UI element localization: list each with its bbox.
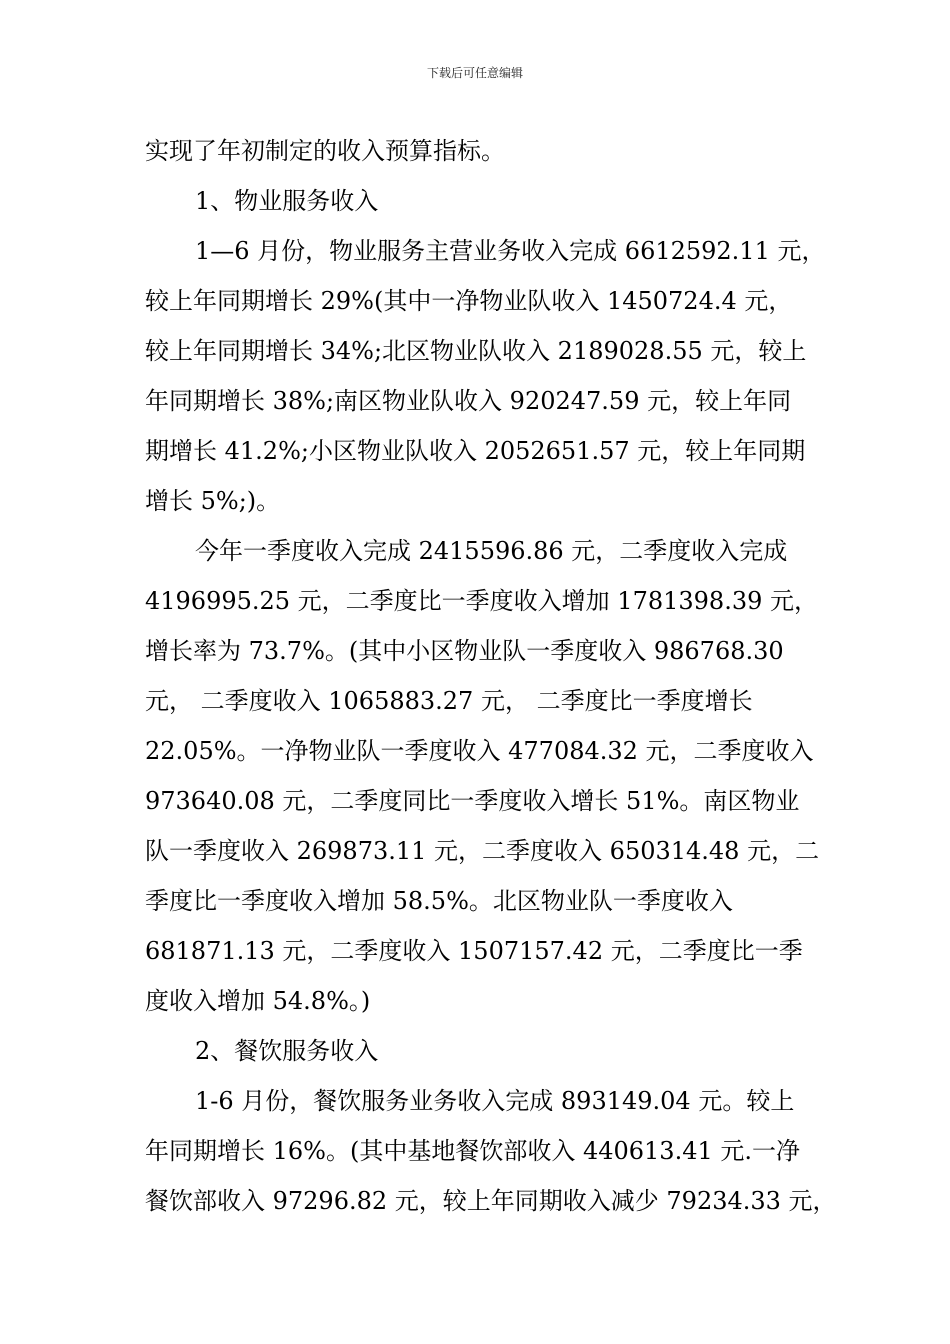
body-line: 增长 5%;)。 <box>145 487 281 515</box>
body-line: 681871.13 元，二季度收入 1507157.42 元，二季度比一季 <box>145 937 803 965</box>
body-line: 增长率为 73.7%。(其中小区物业队一季度收入 986768.30 <box>145 637 784 665</box>
section-heading: 2、餐饮服务收入 <box>195 1037 379 1065</box>
body-line: 年同期增长 38%;南区物业队收入 920247.59 元，较上年同 <box>145 387 792 415</box>
body-line: 队一季度收入 269873.11 元，二季度收入 650314.48 元，二 <box>145 837 820 865</box>
body-line: 实现了年初制定的收入预算指标。 <box>145 137 505 165</box>
body-line: 1-6 月份，餐饮服务业务收入完成 893149.04 元。较上 <box>195 1087 795 1115</box>
body-line: 季度比一季度收入增加 58.5%。北区物业队一季度收入 <box>145 887 733 915</box>
body-line: 1—6 月份，物业服务主营业务收入完成 6612592.11 元， <box>195 237 826 265</box>
body-line: 元， 二季度收入 1065883.27 元， 二季度比一季度增长 <box>145 687 753 715</box>
document-body <box>145 126 837 1226</box>
body-line: 年同期增长 16%。(其中基地餐饮部收入 440613.41 元.一净 <box>145 1137 801 1165</box>
body-line: 较上年同期增长 34%;北区物业队收入 2189028.55 元，较上 <box>145 337 807 365</box>
body-line: 餐饮部收入 97296.82 元，较上年同期收入减少 79234.33 元， <box>145 1187 837 1215</box>
body-line: 期增长 41.2%;小区物业队收入 2052651.57 元，较上年同期 <box>145 437 806 465</box>
section-heading: 1、物业服务收入 <box>195 187 379 215</box>
body-line: 较上年同期增长 29%(其中一净物业队收入 1450724.4 元， <box>145 287 793 315</box>
body-line: 973640.08 元，二季度同比一季度收入增长 51%。南区物业 <box>145 787 800 815</box>
body-line: 今年一季度收入完成 2415596.86 元，二季度收入完成 <box>195 537 788 565</box>
body-line: 22.05%。一净物业队一季度收入 477084.32 元，二季度收入 <box>145 737 814 765</box>
body-line: 度收入增加 54.8%。) <box>145 987 371 1015</box>
body-line: 4196995.25 元，二季度比一季度收入增加 1781398.39 元， <box>145 587 818 615</box>
page-header: 下载后可任意编辑 <box>426 66 523 80</box>
